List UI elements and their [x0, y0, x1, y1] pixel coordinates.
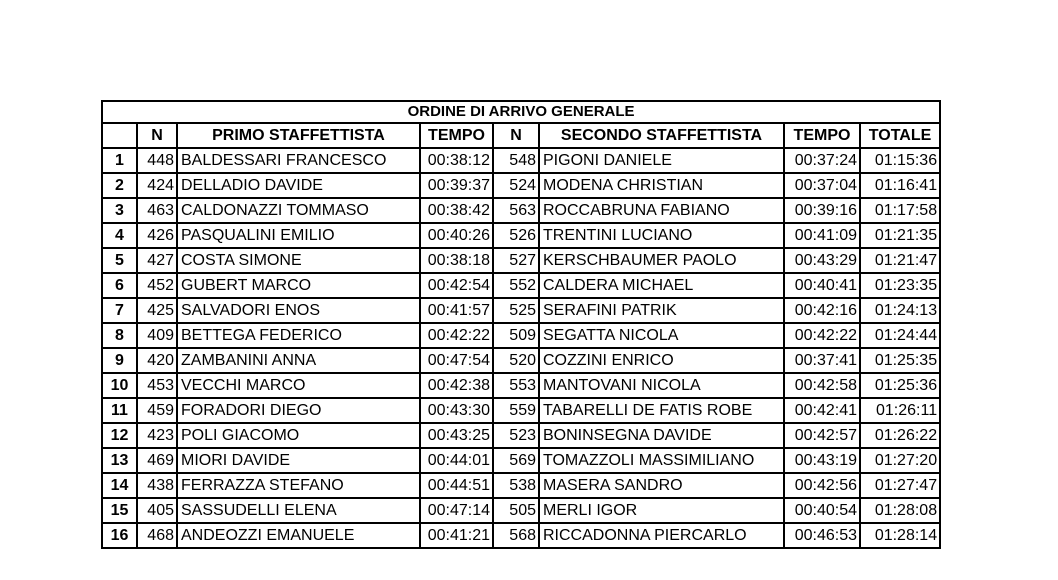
cell-first-runner: ZAMBANINI ANNA [177, 348, 420, 373]
cell-n2: 509 [493, 323, 539, 348]
cell-second-runner: SERAFINI PATRIK [539, 298, 784, 323]
cell-first-runner: BALDESSARI FRANCESCO [177, 148, 420, 173]
cell-rank: 11 [102, 398, 137, 423]
cell-time1: 00:47:54 [420, 348, 493, 373]
cell-rank: 9 [102, 348, 137, 373]
cell-second-runner: COZZINI ENRICO [539, 348, 784, 373]
cell-time2: 00:42:41 [784, 398, 860, 423]
cell-time1: 00:41:21 [420, 523, 493, 548]
cell-time2: 00:42:22 [784, 323, 860, 348]
cell-n1: 427 [137, 248, 177, 273]
cell-second-runner: TABARELLI DE FATIS ROBE [539, 398, 784, 423]
table-row [102, 298, 940, 323]
cell-rank: 6 [102, 273, 137, 298]
cell-time2: 00:42:58 [784, 373, 860, 398]
cell-rank: 1 [102, 148, 137, 173]
table-header-row [102, 123, 940, 148]
cell-second-runner: TRENTINI LUCIANO [539, 223, 784, 248]
cell-total: 01:24:13 [860, 298, 940, 323]
cell-second-runner: BONINSEGNA DAVIDE [539, 423, 784, 448]
cell-n1: 453 [137, 373, 177, 398]
cell-n2: 523 [493, 423, 539, 448]
cell-second-runner: PIGONI DANIELE [539, 148, 784, 173]
table-row [102, 523, 940, 548]
cell-total: 01:25:35 [860, 348, 940, 373]
cell-time2: 00:42:56 [784, 473, 860, 498]
cell-n2: 559 [493, 398, 539, 423]
cell-first-runner: COSTA SIMONE [177, 248, 420, 273]
cell-rank: 13 [102, 448, 137, 473]
header-n1: N [137, 123, 177, 148]
cell-total: 01:15:36 [860, 148, 940, 173]
header-time1: TEMPO [420, 123, 493, 148]
cell-first-runner: GUBERT MARCO [177, 273, 420, 298]
cell-n2: 526 [493, 223, 539, 248]
table-row [102, 223, 940, 248]
table-row [102, 173, 940, 198]
cell-second-runner: MERLI IGOR [539, 498, 784, 523]
cell-time2: 00:43:19 [784, 448, 860, 473]
cell-first-runner: DELLADIO DAVIDE [177, 173, 420, 198]
cell-total: 01:27:47 [860, 473, 940, 498]
cell-time2: 00:39:16 [784, 198, 860, 223]
header-time2: TEMPO [784, 123, 860, 148]
cell-n2: 520 [493, 348, 539, 373]
cell-total: 01:17:58 [860, 198, 940, 223]
cell-first-runner: PASQUALINI EMILIO [177, 223, 420, 248]
cell-rank: 12 [102, 423, 137, 448]
table-row [102, 448, 940, 473]
cell-n1: 463 [137, 198, 177, 223]
cell-total: 01:24:44 [860, 323, 940, 348]
cell-n2: 538 [493, 473, 539, 498]
cell-time2: 00:42:57 [784, 423, 860, 448]
table-row [102, 473, 940, 498]
cell-n1: 423 [137, 423, 177, 448]
cell-first-runner: ANDEOZZI EMANUELE [177, 523, 420, 548]
header-first-runner: PRIMO STAFFETTISTA [177, 123, 420, 148]
cell-total: 01:21:47 [860, 248, 940, 273]
cell-total: 01:21:35 [860, 223, 940, 248]
cell-first-runner: BETTEGA FEDERICO [177, 323, 420, 348]
cell-time1: 00:38:12 [420, 148, 493, 173]
table-title-row [102, 101, 940, 123]
table-row [102, 248, 940, 273]
cell-rank: 10 [102, 373, 137, 398]
cell-second-runner: TOMAZZOLI MASSIMILIANO [539, 448, 784, 473]
cell-first-runner: POLI GIACOMO [177, 423, 420, 448]
cell-time1: 00:42:54 [420, 273, 493, 298]
table-row [102, 148, 940, 173]
cell-first-runner: MIORI DAVIDE [177, 448, 420, 473]
cell-total: 01:26:11 [860, 398, 940, 423]
cell-time1: 00:43:25 [420, 423, 493, 448]
cell-total: 01:25:36 [860, 373, 940, 398]
cell-n1: 426 [137, 223, 177, 248]
cell-second-runner: SEGATTA NICOLA [539, 323, 784, 348]
cell-total: 01:28:08 [860, 498, 940, 523]
header-rank [102, 123, 137, 148]
cell-total: 01:27:20 [860, 448, 940, 473]
cell-n1: 448 [137, 148, 177, 173]
cell-rank: 3 [102, 198, 137, 223]
cell-rank: 8 [102, 323, 137, 348]
cell-second-runner: RICCADONNA PIERCARLO [539, 523, 784, 548]
cell-time2: 00:43:29 [784, 248, 860, 273]
cell-first-runner: VECCHI MARCO [177, 373, 420, 398]
cell-n1: 468 [137, 523, 177, 548]
cell-n1: 459 [137, 398, 177, 423]
cell-time2: 00:37:41 [784, 348, 860, 373]
cell-time1: 00:40:26 [420, 223, 493, 248]
cell-time2: 00:41:09 [784, 223, 860, 248]
cell-n1: 424 [137, 173, 177, 198]
cell-total: 01:28:14 [860, 523, 940, 548]
table-row [102, 398, 940, 423]
header-total: TOTALE [860, 123, 940, 148]
table-row [102, 323, 940, 348]
cell-second-runner: ROCCABRUNA FABIANO [539, 198, 784, 223]
table-row [102, 273, 940, 298]
cell-time1: 00:44:01 [420, 448, 493, 473]
cell-time1: 00:42:22 [420, 323, 493, 348]
cell-time1: 00:47:14 [420, 498, 493, 523]
cell-n2: 569 [493, 448, 539, 473]
cell-rank: 4 [102, 223, 137, 248]
cell-time1: 00:39:37 [420, 173, 493, 198]
table-row [102, 198, 940, 223]
cell-rank: 5 [102, 248, 137, 273]
cell-n2: 505 [493, 498, 539, 523]
header-second-runner: SECONDO STAFFETTISTA [539, 123, 784, 148]
cell-time1: 00:42:38 [420, 373, 493, 398]
cell-n2: 527 [493, 248, 539, 273]
cell-second-runner: CALDERA MICHAEL [539, 273, 784, 298]
table-row [102, 348, 940, 373]
cell-time2: 00:40:54 [784, 498, 860, 523]
cell-n2: 524 [493, 173, 539, 198]
cell-time2: 00:40:41 [784, 273, 860, 298]
cell-total: 01:16:41 [860, 173, 940, 198]
table-row [102, 498, 940, 523]
cell-second-runner: MODENA CHRISTIAN [539, 173, 784, 198]
cell-n2: 553 [493, 373, 539, 398]
cell-total: 01:26:22 [860, 423, 940, 448]
cell-total: 01:23:35 [860, 273, 940, 298]
cell-n1: 438 [137, 473, 177, 498]
cell-rank: 16 [102, 523, 137, 548]
cell-n1: 452 [137, 273, 177, 298]
table-row [102, 373, 940, 398]
cell-n1: 420 [137, 348, 177, 373]
cell-rank: 14 [102, 473, 137, 498]
cell-n2: 525 [493, 298, 539, 323]
cell-time2: 00:37:04 [784, 173, 860, 198]
results-table [101, 100, 941, 549]
header-n2: N [493, 123, 539, 148]
cell-first-runner: FORADORI DIEGO [177, 398, 420, 423]
cell-time1: 00:41:57 [420, 298, 493, 323]
cell-time1: 00:44:51 [420, 473, 493, 498]
cell-n1: 469 [137, 448, 177, 473]
cell-second-runner: MASERA SANDRO [539, 473, 784, 498]
cell-n2: 568 [493, 523, 539, 548]
cell-n1: 405 [137, 498, 177, 523]
cell-n1: 425 [137, 298, 177, 323]
cell-first-runner: FERRAZZA STEFANO [177, 473, 420, 498]
cell-first-runner: SALVADORI ENOS [177, 298, 420, 323]
cell-n1: 409 [137, 323, 177, 348]
cell-second-runner: MANTOVANI NICOLA [539, 373, 784, 398]
cell-rank: 15 [102, 498, 137, 523]
cell-n2: 563 [493, 198, 539, 223]
cell-time2: 00:42:16 [784, 298, 860, 323]
cell-rank: 7 [102, 298, 137, 323]
cell-time1: 00:38:18 [420, 248, 493, 273]
cell-n2: 552 [493, 273, 539, 298]
cell-first-runner: SASSUDELLI ELENA [177, 498, 420, 523]
cell-time1: 00:43:30 [420, 398, 493, 423]
cell-rank: 2 [102, 173, 137, 198]
table-row [102, 423, 940, 448]
cell-second-runner: KERSCHBAUMER PAOLO [539, 248, 784, 273]
cell-first-runner: CALDONAZZI TOMMASO [177, 198, 420, 223]
cell-n2: 548 [493, 148, 539, 173]
cell-time1: 00:38:42 [420, 198, 493, 223]
cell-time2: 00:46:53 [784, 523, 860, 548]
cell-time2: 00:37:24 [784, 148, 860, 173]
table-title: ORDINE DI ARRIVO GENERALE [102, 101, 940, 123]
